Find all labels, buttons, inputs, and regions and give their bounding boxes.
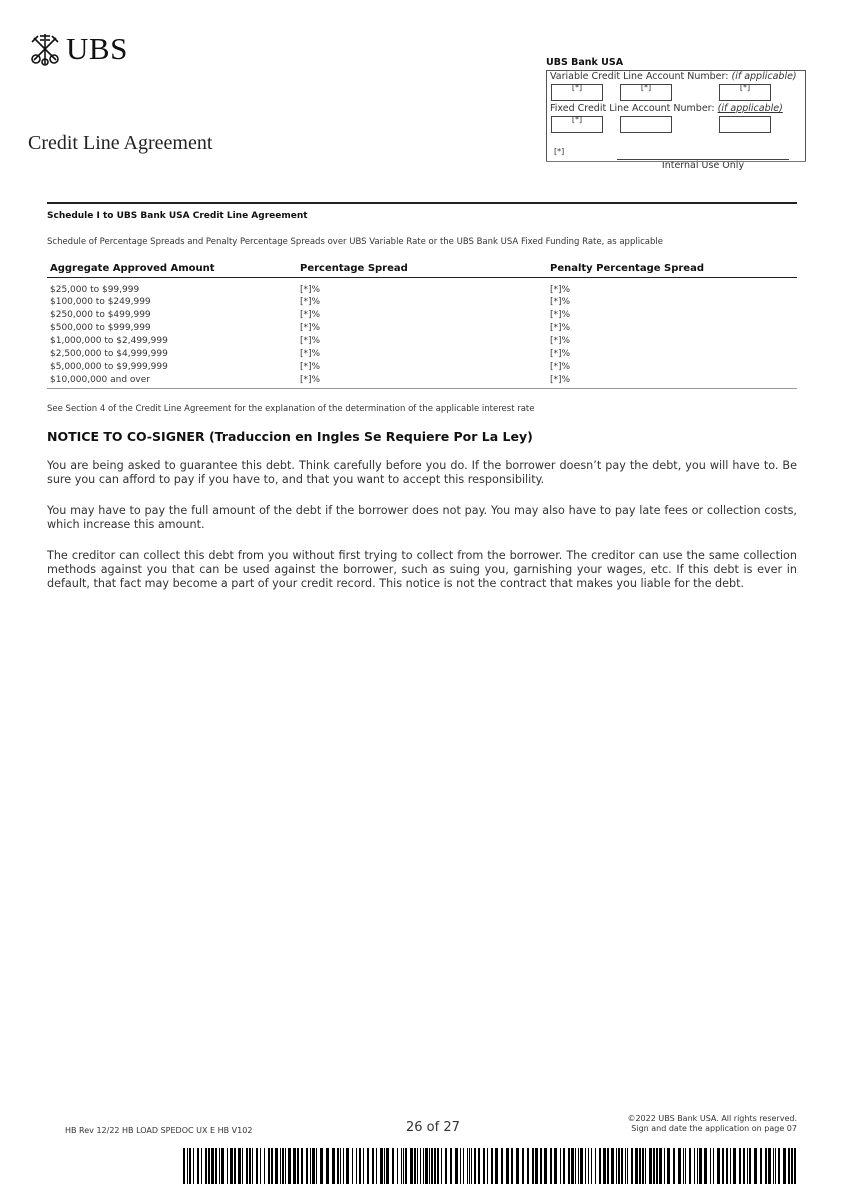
if-applicable-note: (if applicable) — [731, 71, 797, 82]
barcode-bar — [227, 1148, 228, 1184]
notice-paragraph: The creditor can collect this debt from you without first trying to collect from the borrower. The creditor can use the same collection methods against you that can be used against the borrower, such as suing you, garnishing your wages, etc. If this debt is ever in default, that fact may become a part of your credit record. This notice is not the contract that makes you liable for the debt. — [47, 549, 797, 590]
column-header-amount: Aggregate Approved Amount — [50, 263, 215, 274]
bank-name: UBS Bank USA — [546, 57, 624, 68]
barcode-bar — [474, 1148, 476, 1184]
section-divider — [47, 202, 797, 204]
barcode-bar — [591, 1148, 592, 1184]
barcode-bar — [659, 1148, 662, 1184]
barcode-bar — [301, 1148, 303, 1184]
barcode-bar — [722, 1148, 724, 1184]
barcode-bar — [197, 1148, 199, 1184]
barcode-bar — [463, 1148, 464, 1184]
barcode-bar — [775, 1148, 776, 1184]
barcode-bar — [627, 1148, 628, 1184]
spread-cell: [*]% — [300, 349, 321, 359]
spread-cell: [*]% — [300, 336, 321, 346]
column-header-penalty: Penalty Percentage Spread — [550, 263, 704, 274]
document-title: Credit Line Agreement — [28, 132, 213, 154]
barcode-bar — [511, 1148, 513, 1184]
schedule-subtitle: Schedule of Percentage Spreads and Penalty Percentage Spreads over UBS Variable Rate or the UBS Bank USA Fixed Funding Rate, as applicable — [47, 237, 663, 247]
barcode-bar — [588, 1148, 589, 1184]
barcode-bar — [215, 1148, 217, 1184]
barcode-bar — [726, 1148, 728, 1184]
barcode-bar — [673, 1148, 675, 1184]
barcode-bar — [685, 1148, 686, 1184]
barcode-bar — [425, 1148, 428, 1184]
barcode-bar — [575, 1148, 576, 1184]
barcode-bar — [249, 1148, 251, 1184]
barcode-bar — [246, 1148, 248, 1184]
barcode-bar — [733, 1148, 736, 1184]
barcode-bar — [694, 1148, 695, 1184]
if-applicable-note: (if applicable) — [717, 103, 783, 114]
account-number-box — [546, 57, 806, 171]
barcode-bar — [611, 1148, 614, 1184]
barcode-bar — [571, 1148, 574, 1184]
barcode-bar — [469, 1148, 470, 1184]
amount-cell: $25,000 to $99,999 — [50, 285, 140, 295]
barcode-bar — [550, 1148, 552, 1184]
barcode-bar — [595, 1148, 596, 1184]
barcode-bar — [401, 1148, 402, 1184]
barcode-bar — [187, 1148, 188, 1184]
barcode-bar — [580, 1148, 583, 1184]
barcode-bar — [483, 1148, 485, 1184]
barcode-bar — [639, 1148, 641, 1184]
logo-wordmark: UBS — [66, 31, 128, 66]
penalty-cell: [*]% — [550, 310, 571, 320]
barcode-bar — [739, 1148, 741, 1184]
copyright-text: ©2022 UBS Bank USA. All rights reserved. — [627, 1114, 797, 1123]
barcode-bar — [522, 1148, 524, 1184]
barcode-bar — [405, 1148, 407, 1184]
variable-account-field-3[interactable]: [*] — [719, 84, 771, 101]
barcode-bar — [554, 1148, 557, 1184]
penalty-cell: [*]% — [550, 285, 571, 295]
barcode-bar — [288, 1148, 291, 1184]
barcode-bar — [238, 1148, 241, 1184]
fixed-account-label: Fixed Credit Line Account Number: (if applicable) — [550, 103, 783, 114]
barcode-bar — [689, 1148, 691, 1184]
penalty-cell: [*]% — [550, 375, 571, 385]
barcode-bar — [535, 1148, 538, 1184]
barcode-bar — [343, 1148, 344, 1184]
barcode-bar — [293, 1148, 296, 1184]
barcode-bar — [275, 1148, 278, 1184]
barcode-bar — [616, 1148, 617, 1184]
barcode-bar — [506, 1148, 509, 1184]
barcode-bar — [749, 1148, 751, 1184]
barcode-bar — [450, 1148, 452, 1184]
keys-emblem-icon — [28, 32, 62, 66]
notice-title: NOTICE TO CO-SIGNER (Traduccion en Ingles Se Requiere Por La Ley) — [47, 429, 533, 444]
barcode-bar — [730, 1148, 731, 1184]
spread-cell: [*]% — [300, 310, 321, 320]
barcode-bar — [414, 1148, 416, 1184]
amount-cell: $1,000,000 to $2,499,999 — [50, 336, 168, 346]
barcode-bar — [578, 1148, 579, 1184]
barcode-bar — [392, 1148, 394, 1184]
barcode-bar — [704, 1148, 707, 1184]
amount-cell: $500,000 to $999,999 — [50, 323, 151, 333]
barcode-bar — [437, 1148, 439, 1184]
barcode-bar — [205, 1148, 207, 1184]
barcode-bar — [717, 1148, 720, 1184]
barcode-bar — [367, 1148, 369, 1184]
barcode-bar — [540, 1148, 542, 1184]
barcode-bar — [653, 1148, 655, 1184]
barcode-bar — [397, 1148, 398, 1184]
account-number-frame — [546, 70, 806, 171]
barcode-bar — [201, 1148, 202, 1184]
barcode-bar — [783, 1148, 786, 1184]
table-row — [47, 297, 797, 307]
barcode-bar — [656, 1148, 658, 1184]
barcode-bar — [346, 1148, 349, 1184]
table-row — [47, 310, 797, 320]
penalty-cell: [*]% — [550, 362, 571, 372]
amount-cell: $100,000 to $249,999 — [50, 297, 151, 307]
barcode-bar — [403, 1148, 404, 1184]
barcode-bar — [621, 1148, 623, 1184]
barcode-bar — [352, 1148, 353, 1184]
barcode-bar — [747, 1148, 748, 1184]
barcode-bar — [467, 1148, 468, 1184]
amount-cell: $5,000,000 to $9,999,999 — [50, 362, 168, 372]
barcode-bar — [560, 1148, 561, 1184]
barcode-bar — [221, 1148, 224, 1184]
barcode-bar — [372, 1148, 374, 1184]
barcode-bar — [471, 1148, 472, 1184]
barcode-bar — [487, 1148, 488, 1184]
account-placeholder: [*] — [554, 147, 565, 156]
barcode-bar — [363, 1148, 364, 1184]
barcode-bar — [340, 1148, 341, 1184]
barcode-bar — [306, 1148, 308, 1184]
barcode-bar — [532, 1148, 534, 1184]
barcode-bar — [544, 1148, 547, 1184]
barcode-bar — [760, 1148, 762, 1184]
barcode-bar — [280, 1148, 281, 1184]
barcode-bar — [678, 1148, 681, 1184]
barcode-bar — [618, 1148, 620, 1184]
barcode-bar — [794, 1148, 796, 1184]
fixed-account-field-1[interactable]: [*] — [551, 116, 603, 133]
barcode-bar — [664, 1148, 665, 1184]
penalty-cell: [*]% — [550, 323, 571, 333]
table-row — [47, 336, 797, 346]
barcode-bar — [710, 1148, 711, 1184]
barcode-bar — [527, 1148, 529, 1184]
barcode-bar — [607, 1148, 609, 1184]
header-rule — [47, 277, 797, 278]
barcode-bar — [268, 1148, 270, 1184]
table-row — [47, 362, 797, 372]
barcode-bar — [791, 1148, 793, 1184]
spread-cell: [*]% — [300, 362, 321, 372]
barcode-bar — [423, 1148, 424, 1184]
barcode-bar — [603, 1148, 606, 1184]
footer-legal — [560, 1114, 797, 1134]
barcode-bar — [778, 1148, 780, 1184]
barcode-bar — [326, 1148, 329, 1184]
spread-cell: [*]% — [300, 297, 321, 307]
barcode-bar — [683, 1148, 684, 1184]
amount-cell: $250,000 to $499,999 — [50, 310, 151, 320]
barcode-bar — [434, 1148, 436, 1184]
barcode-bar — [312, 1148, 315, 1184]
barcode-bar — [316, 1148, 317, 1184]
barcode-bar — [516, 1148, 519, 1184]
barcode-bar — [208, 1148, 210, 1184]
barcode-bar — [495, 1148, 498, 1184]
barcode-bar — [491, 1148, 493, 1184]
barcode-bar — [332, 1148, 335, 1184]
barcode-bar — [478, 1148, 480, 1184]
page-number: 26 of 27 — [406, 1120, 460, 1135]
barcode-bar — [285, 1148, 286, 1184]
barcode-bar — [282, 1148, 284, 1184]
barcode-bar — [384, 1148, 385, 1184]
fixed-account-field-3[interactable] — [719, 116, 771, 133]
amount-cell: $10,000,000 and over — [50, 375, 150, 385]
barcode-bar — [260, 1148, 261, 1184]
barcode-bar — [568, 1148, 570, 1184]
penalty-cell: [*]% — [550, 297, 571, 307]
barcode-bar — [645, 1148, 646, 1184]
barcode-bar — [635, 1148, 638, 1184]
barcode-bar — [242, 1148, 243, 1184]
barcode-bar — [585, 1148, 586, 1184]
barcode-bar — [211, 1148, 214, 1184]
barcode-bar — [697, 1148, 698, 1184]
barcode-bar — [183, 1148, 185, 1184]
barcode-bar — [625, 1148, 626, 1184]
barcode-bar — [599, 1148, 601, 1184]
barcode-bar — [219, 1148, 220, 1184]
internal-use-label: Internal Use Only — [661, 160, 745, 171]
barcode-bar — [256, 1148, 258, 1184]
penalty-cell: [*]% — [550, 349, 571, 359]
barcode-bar — [252, 1148, 253, 1184]
barcode-bar — [380, 1148, 383, 1184]
barcode-bar — [713, 1148, 714, 1184]
fixed-account-field-2[interactable] — [620, 116, 672, 133]
barcode-bar — [386, 1148, 389, 1184]
notice-paragraph: You are being asked to guarantee this debt. Think carefully before you do. If the borrower doesn’t pay the debt, you will have to. Be sure you can afford to pay if you have to, and that you want to accept this responsibility. — [47, 459, 797, 486]
revision-code: HB Rev 12/22 HB LOAD SPEDOC UX E HB V102 — [65, 1126, 253, 1135]
barcode-bar — [420, 1148, 421, 1184]
account-box-rule — [546, 161, 806, 162]
barcode-bar — [189, 1148, 191, 1184]
barcode-bar — [501, 1148, 503, 1184]
barcode-bar — [417, 1148, 418, 1184]
table-row — [47, 349, 797, 359]
amount-cell: $2,500,000 to $4,999,999 — [50, 349, 168, 359]
table-row — [47, 375, 797, 385]
barcode-bar — [193, 1148, 194, 1184]
barcode-bar — [356, 1148, 357, 1184]
barcode-bar — [230, 1148, 233, 1184]
barcode-bar — [455, 1148, 458, 1184]
barcode-bar — [765, 1148, 767, 1184]
barcode-bar — [773, 1148, 774, 1184]
variable-account-field-2[interactable]: [*] — [620, 84, 672, 101]
barcode-image — [183, 1148, 797, 1184]
barcode-bar — [768, 1148, 771, 1184]
barcode-bar — [460, 1148, 461, 1184]
ubs-logo — [28, 32, 138, 66]
barcode-bar — [699, 1148, 702, 1184]
barcode-bar — [359, 1148, 361, 1184]
schedule-title: Schedule I to UBS Bank USA Credit Line Agreement — [47, 211, 308, 221]
barcode-bar — [271, 1148, 273, 1184]
barcode-bar — [310, 1148, 311, 1184]
notice-paragraph: You may have to pay the full amount of the debt if the borrower does not pay. You may also have to pay late fees or collection costs, which increase this amount. — [47, 504, 797, 531]
barcode-bar — [410, 1148, 413, 1184]
barcode-bar — [743, 1148, 745, 1184]
penalty-cell: [*]% — [550, 336, 571, 346]
barcode-bar — [563, 1148, 565, 1184]
column-header-spread: Percentage Spread — [300, 263, 408, 274]
table-row — [47, 323, 797, 333]
barcode-bar — [445, 1148, 447, 1184]
barcode-bar — [667, 1148, 670, 1184]
barcode-bar — [264, 1148, 265, 1184]
barcode-bar — [642, 1148, 644, 1184]
barcode-bar — [431, 1148, 433, 1184]
sign-note: Sign and date the application on page 07 — [631, 1124, 797, 1133]
barcode-bar — [234, 1148, 236, 1184]
barcode-bar — [754, 1148, 757, 1184]
barcode-bar — [631, 1148, 633, 1184]
barcode-bar — [649, 1148, 652, 1184]
variable-account-label: Variable Credit Line Account Number: (if applicable) — [550, 71, 797, 82]
barcode-bar — [441, 1148, 442, 1184]
variable-account-field-1[interactable]: [*] — [551, 84, 603, 101]
barcode-bar — [376, 1148, 377, 1184]
schedule-note: See Section 4 of the Credit Line Agreement for the explanation of the determination of the applicable interest rate — [47, 404, 535, 414]
spread-cell: [*]% — [300, 285, 321, 295]
table-bottom-rule — [47, 388, 797, 389]
barcode-bar — [297, 1148, 299, 1184]
table-row — [47, 285, 797, 295]
barcode-bar — [429, 1148, 430, 1184]
barcode-bar — [788, 1148, 790, 1184]
spread-cell: [*]% — [300, 375, 321, 385]
barcode-bar — [320, 1148, 323, 1184]
spread-cell: [*]% — [300, 323, 321, 333]
barcode-bar — [337, 1148, 339, 1184]
